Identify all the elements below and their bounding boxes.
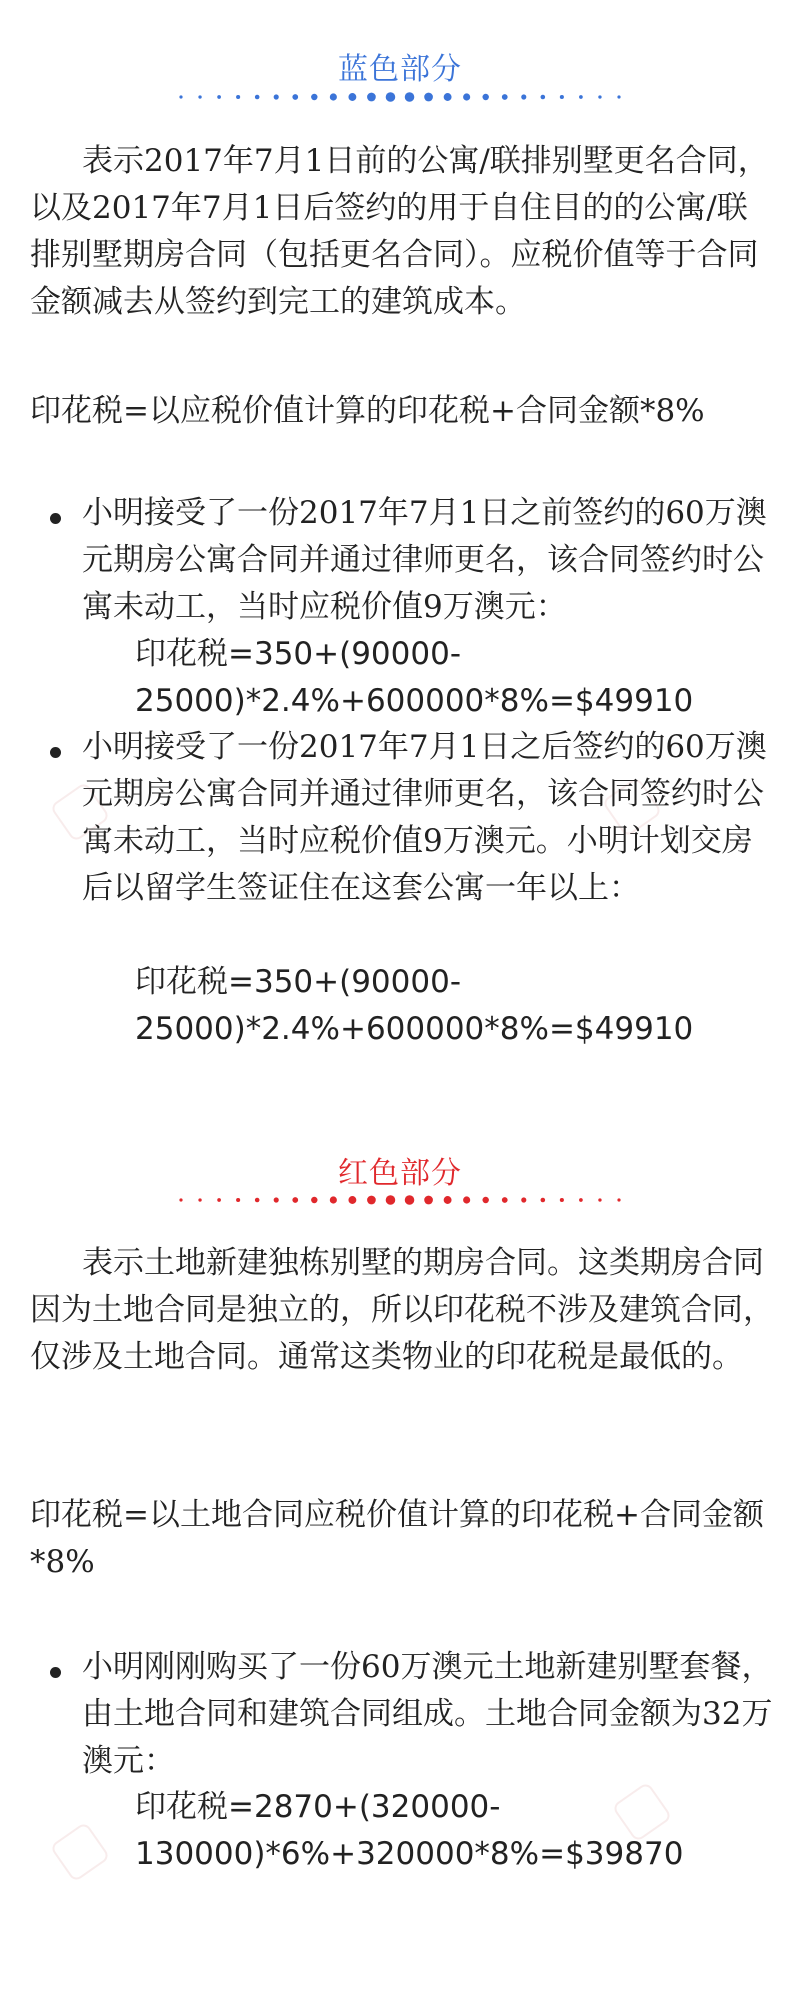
blue-example-1-calculation <box>135 631 775 725</box>
divider-dot <box>541 95 546 100</box>
calc-line: 印花税=350+(90000- <box>135 964 462 1000</box>
divider-dot <box>386 1195 396 1205</box>
calc-line: 130000)*6%+320000*8%=$39870 <box>135 1836 684 1872</box>
blue-intro-paragraph: 表示2017年7月1日前的公寓/联排别墅更名合同，以及2017年7月1日后签约的用于自住目的的公寓/联排别墅期房合同（包括更名合同）。应税价值等于合同金额减去从签约到完工的建筑成本。 <box>30 143 769 320</box>
divider-dot <box>617 95 620 98</box>
bullet-marker <box>50 1667 61 1678</box>
divider-dot <box>463 1196 470 1203</box>
divider-dot <box>560 1198 564 1202</box>
divider-dot <box>405 1195 415 1205</box>
bullet-marker <box>50 513 61 524</box>
divider-dot <box>424 93 433 102</box>
divider-dot <box>463 93 470 100</box>
watermark-logo <box>49 1821 110 1882</box>
divider-dot <box>330 93 337 100</box>
divider-dot <box>217 95 221 99</box>
blue-dotted-divider <box>175 90 625 104</box>
divider-dot <box>617 1198 620 1201</box>
divider-dot <box>330 1196 337 1203</box>
divider-dot <box>311 1197 317 1203</box>
bullet-marker <box>50 747 61 758</box>
divider-dot <box>255 1198 260 1203</box>
divider-dot <box>502 94 508 100</box>
blue-section-title: 蓝色部分 <box>338 52 462 87</box>
divider-dot <box>521 94 526 99</box>
divider-dot <box>236 95 240 99</box>
divider-dot <box>274 1197 279 1202</box>
divider-dot <box>444 93 452 101</box>
divider-dot <box>502 1197 508 1203</box>
divider-dot <box>198 1198 201 1201</box>
divider-dot <box>367 93 376 102</box>
divider-dot <box>348 93 356 101</box>
calc-line: 印花税=350+(90000- <box>135 636 462 672</box>
red-example-1-calculation <box>135 1784 775 1878</box>
divider-dot <box>198 95 201 98</box>
divider-dot <box>217 1198 221 1202</box>
calc-line: 印花税=2870+(320000- <box>135 1789 501 1825</box>
calc-line: 25000)*2.4%+600000*8%=$49910 <box>135 683 694 719</box>
divider-dot <box>255 95 260 100</box>
divider-dot <box>274 94 279 99</box>
blue-formula: 印花税=以应税价值计算的印花税+合同金额*8% <box>30 393 705 429</box>
divider-dot <box>348 1196 356 1204</box>
divider-dot <box>521 1197 526 1202</box>
blue-example-1: 小明接受了一份2017年7月1日之前签约的60万澳元期房公寓合同并通过律师更名，该合同签约时公寓未动工，当时应税价值9万澳元： <box>82 495 767 625</box>
blue-example-2: 小明接受了一份2017年7月1日之后签约的60万澳元期房公寓合同并通过律师更名，该合同签约时公寓未动工，当时应税价值9万澳元。小明计划交房后以留学生签证住在这套公寓一年以上： <box>82 729 767 906</box>
divider-dot <box>405 92 415 102</box>
divider-dot <box>386 92 396 102</box>
divider-dot <box>424 1196 433 1205</box>
blue-example-2-calculation <box>135 959 775 1053</box>
divider-dot <box>560 95 564 99</box>
divider-dot <box>598 1198 601 1201</box>
divider-dot <box>292 1197 298 1203</box>
divider-dot <box>367 1196 376 1205</box>
divider-dot <box>482 1197 488 1203</box>
red-dotted-divider <box>175 1193 625 1207</box>
divider-dot <box>311 94 317 100</box>
divider-dot <box>179 95 182 98</box>
divider-dot <box>236 1198 240 1202</box>
divider-dot <box>179 1198 182 1201</box>
red-section-title: 红色部分 <box>338 1156 462 1191</box>
divider-dot <box>598 95 601 98</box>
red-intro-paragraph: 表示土地新建独栋别墅的期房合同。这类期房合同因为土地合同是独立的，所以印花税不涉及建筑合同，仅涉及土地合同。通常这类物业的印花税是最低的。 <box>30 1245 774 1375</box>
divider-dot <box>444 1196 452 1204</box>
red-example-1: 小明刚刚购买了一份60万澳元土地新建别墅套餐，由土地合同和建筑合同组成。土地合同金额为32万澳元： <box>82 1649 773 1779</box>
divider-dot <box>541 1198 546 1203</box>
red-formula: 印花税=以土地合同应税价值计算的印花税+合同金额*8% <box>30 1497 764 1580</box>
calc-line: 25000)*2.4%+600000*8%=$49910 <box>135 1011 694 1047</box>
divider-dot <box>579 1198 583 1202</box>
divider-dot <box>482 94 488 100</box>
divider-dot <box>292 94 298 100</box>
divider-dot <box>579 95 583 99</box>
